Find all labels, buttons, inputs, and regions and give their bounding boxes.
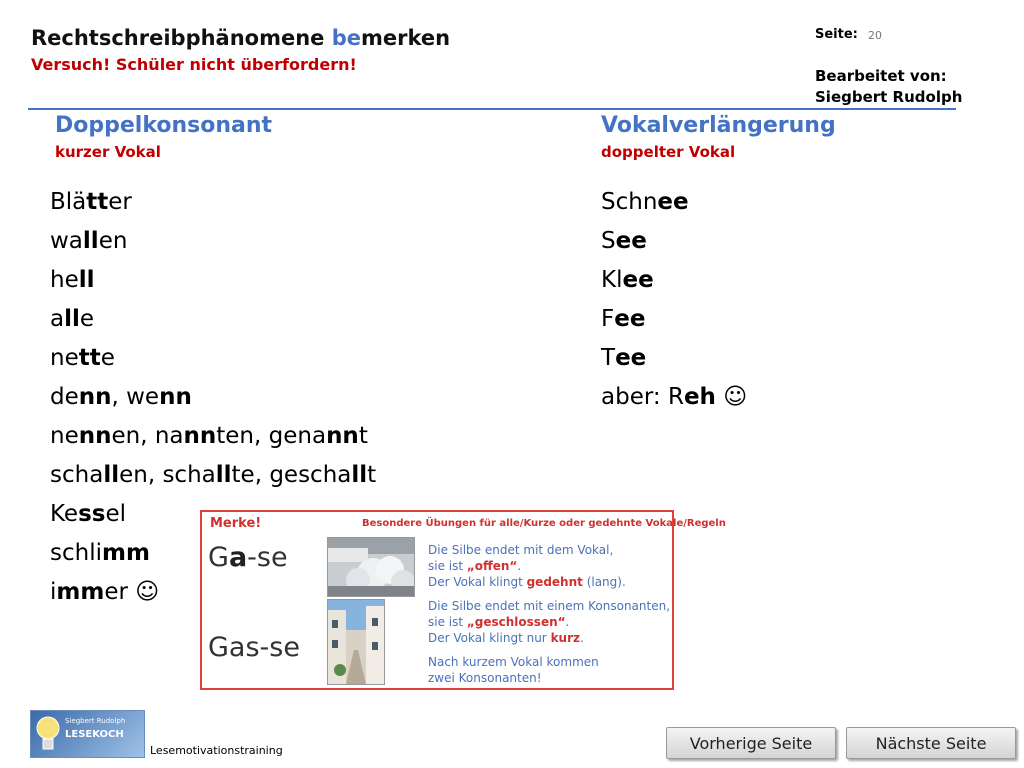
word-text: a	[50, 306, 65, 332]
rule-segment: Der Vokal klingt	[428, 575, 527, 589]
rule-line: Nach kurzem Vokal kommen	[428, 655, 599, 669]
word-part: -se	[247, 542, 288, 573]
word-text: en, scha	[119, 462, 216, 488]
highlighted-letters: ee	[622, 267, 654, 293]
rule-line	[428, 630, 670, 646]
word-text: wa	[50, 228, 83, 254]
left-column-heading: Doppelkonsonant	[55, 113, 273, 138]
merke-header: Besondere Übungen für alle/Kurze oder gedehnte Vokale/Regeln	[362, 518, 726, 529]
alley-photo	[327, 599, 385, 685]
closed-syllable-word: Gas-se	[208, 632, 300, 663]
word-vowel: a	[228, 542, 248, 573]
rule-open-syllable	[428, 542, 626, 590]
highlighted-letters: mm	[56, 579, 105, 605]
title-part: Rechtschreibphänomene	[31, 26, 332, 50]
highlighted-letters: nn	[159, 384, 192, 410]
word-text: er ☺	[104, 579, 160, 605]
lightbulb-icon	[35, 715, 61, 753]
word-text: en	[98, 228, 128, 254]
word-text: ne	[50, 345, 79, 371]
word-text: en, na	[111, 423, 184, 449]
right-column-subheading: doppelter Vokal	[601, 143, 736, 161]
highlighted-letters: mm	[102, 540, 150, 566]
word-item	[50, 300, 376, 339]
highlighted-letters: ee	[614, 306, 646, 332]
rule-segment: (lang).	[582, 575, 626, 589]
rule-line	[428, 558, 626, 574]
rule-line: Die Silbe endet mit einem Konsonanten,	[428, 599, 671, 613]
rule-line	[428, 574, 626, 590]
highlighted-letters: ll	[78, 267, 95, 293]
word-text: ten, gena	[216, 423, 327, 449]
word-item	[50, 261, 376, 300]
highlighted-letters: ee	[615, 228, 647, 254]
title-part: merken	[361, 26, 451, 50]
rule-segment: .	[517, 559, 522, 573]
rule-highlight: „geschlossen“	[466, 615, 566, 629]
previous-page-button[interactable]: Vorherige Seite	[666, 727, 836, 759]
edited-label: Bearbeitet von:	[815, 67, 947, 85]
right-column-heading: Vokalverlängerung	[601, 113, 836, 138]
footer-label: Lesemotivationstraining	[150, 744, 283, 757]
word-text: e	[79, 306, 95, 332]
rule-segment: sie ist	[428, 615, 467, 629]
word-item	[50, 456, 376, 495]
merke-title: Merke!	[210, 516, 262, 531]
highlighted-letters: ll	[64, 306, 80, 332]
page-title	[31, 26, 450, 50]
lesekoch-logo	[30, 710, 145, 758]
word-item	[601, 222, 747, 261]
word-text: T	[601, 345, 616, 371]
right-word-list	[601, 183, 747, 417]
rule-segment: .	[565, 615, 570, 629]
word-item	[601, 378, 747, 417]
merke-box	[200, 510, 726, 690]
rule-segment: .	[580, 631, 584, 645]
header-divider	[28, 108, 956, 110]
word-text: te, gescha	[231, 462, 352, 488]
word-text: t	[358, 423, 368, 449]
rule-short-vowel	[428, 654, 599, 686]
title-accent: be	[331, 26, 362, 50]
word-text: Schn	[601, 189, 658, 215]
word-text: de	[50, 384, 79, 410]
word-item	[601, 339, 747, 378]
rule-closed-syllable	[428, 598, 670, 646]
highlighted-letters: ee	[657, 189, 689, 215]
word-item	[50, 378, 376, 417]
highlighted-letters: nn	[78, 423, 112, 449]
page-subtitle: Versuch! Schüler nicht überfordern!	[31, 55, 357, 74]
word-text: t	[367, 462, 377, 488]
highlighted-letters: nn	[326, 423, 359, 449]
rule-highlight: kurz	[550, 631, 580, 645]
highlighted-letters: tt	[78, 345, 101, 371]
rule-segment: sie ist	[428, 559, 467, 573]
exhaust-gas-photo	[327, 537, 415, 597]
word-text: , we	[111, 384, 160, 410]
rule-line	[428, 614, 670, 630]
page-number: 20	[868, 29, 882, 42]
word-text: er	[108, 189, 132, 215]
word-text: F	[601, 306, 615, 332]
highlighted-letters: ll	[351, 462, 368, 488]
word-text: Ke	[50, 501, 79, 527]
logo-author: Siegbert Rudolph	[65, 717, 126, 725]
word-text: ☺	[715, 384, 748, 410]
word-item	[601, 183, 747, 222]
edited-by	[815, 66, 962, 108]
edited-name: Siegbert Rudolph	[815, 88, 963, 106]
word-item	[50, 183, 376, 222]
word-part: G	[208, 542, 229, 573]
highlighted-letters: eh	[683, 384, 716, 410]
word-text: Kl	[601, 267, 623, 293]
word-text: scha	[50, 462, 104, 488]
rule-segment: Der Vokal klingt nur	[428, 631, 551, 645]
highlighted-letters: ee	[615, 345, 647, 371]
word-text: Blä	[50, 189, 87, 215]
highlighted-letters: ll	[103, 462, 120, 488]
highlighted-letters: tt	[86, 189, 109, 215]
word-item	[601, 261, 747, 300]
page-label: Seite:	[815, 27, 858, 42]
word-item	[601, 300, 747, 339]
logo-brand: LESEKOCH	[65, 729, 124, 740]
next-page-button[interactable]: Nächste Seite	[846, 727, 1016, 759]
word-item	[50, 417, 376, 456]
word-text: schli	[50, 540, 102, 566]
open-syllable-word	[208, 542, 288, 573]
word-item	[50, 222, 376, 261]
highlighted-letters: ll	[82, 228, 99, 254]
highlighted-letters: nn	[183, 423, 217, 449]
word-text: S	[601, 228, 616, 254]
word-text: e	[100, 345, 115, 371]
word-text: i	[50, 579, 57, 605]
rule-highlight: „offen“	[466, 559, 518, 573]
word-text: aber: R	[601, 384, 684, 410]
highlighted-letters: nn	[78, 384, 112, 410]
word-item	[50, 339, 376, 378]
left-column-subheading: kurzer Vokal	[55, 143, 161, 161]
rule-line: Die Silbe endet mit dem Vokal,	[428, 543, 614, 557]
highlighted-letters: ll	[215, 462, 232, 488]
word-text: el	[105, 501, 127, 527]
word-text: ne	[50, 423, 79, 449]
highlighted-letters: ss	[78, 501, 106, 527]
rule-highlight: gedehnt	[526, 575, 583, 589]
word-text: he	[50, 267, 79, 293]
rule-line: zwei Konsonanten!	[428, 671, 542, 685]
